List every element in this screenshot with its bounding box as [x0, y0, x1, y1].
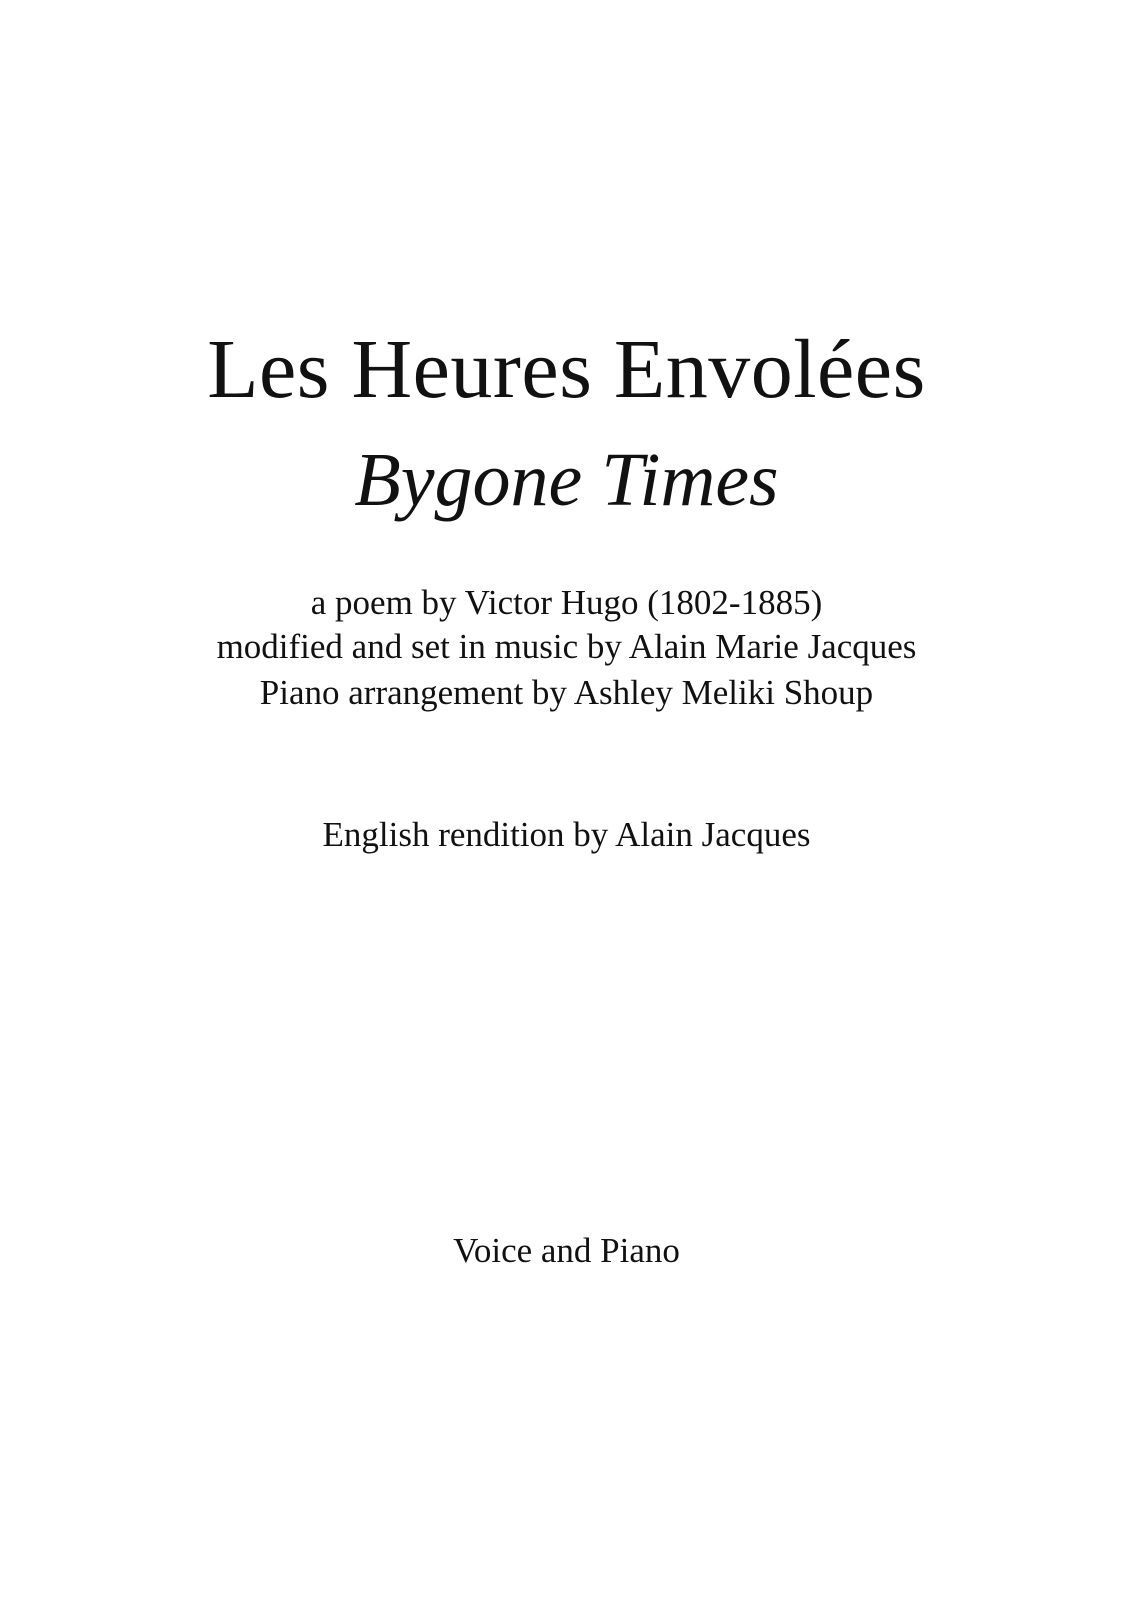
- composer-credit: modified and set in music by Alain Marie Jacques: [216, 627, 917, 666]
- page-subtitle: Bygone Times: [354, 438, 779, 522]
- poet-credit: a poem by Victor Hugo (1802-1885): [310, 583, 823, 622]
- instrumentation-label: Voice and Piano: [453, 1231, 680, 1270]
- page-title: Les Heures Envolées: [207, 323, 926, 416]
- arranger-credit: Piano arrangement by Ashley Meliki Shoup: [259, 673, 874, 712]
- translation-credit: English rendition by Alain Jacques: [322, 815, 811, 854]
